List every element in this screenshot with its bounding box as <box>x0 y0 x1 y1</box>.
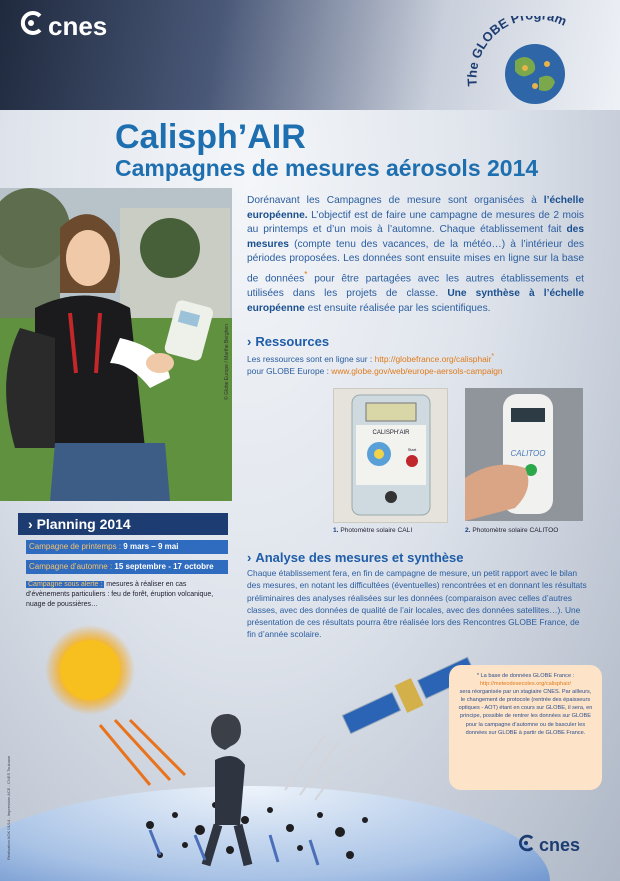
planning-heading-text: Planning 2014 <box>36 516 131 532</box>
chevron-right-icon: › <box>247 334 252 349</box>
autumn-campaign-bar <box>26 560 228 574</box>
subtitle: Campagnes de mesures aérosols 2014 <box>115 155 539 181</box>
spring-campaign-label: Campagne de printemps : <box>29 542 122 551</box>
intro-bold-2: des mesures <box>247 224 584 250</box>
cali-start-label: Start <box>407 447 417 452</box>
cali-device-label: CALISPH’AIR <box>372 430 410 436</box>
database-footnote-box <box>449 665 602 790</box>
cnes-swoosh-icon <box>517 834 535 857</box>
globe-logo-text: GLOBE Pr am <box>468 16 569 61</box>
intro-footnote-star: * <box>304 268 308 279</box>
caption-calitoo <box>465 527 558 534</box>
chevron-right-icon: › <box>247 550 252 565</box>
resources-text <box>247 351 587 377</box>
planning-heading <box>18 513 228 535</box>
resources-line1: Les ressources sont en ligne sur : <box>247 353 375 364</box>
cnes-wordmark-bottom: cnes <box>539 835 581 855</box>
alert-campaign-label: Campagne sous alerte : <box>28 581 103 588</box>
resources-heading <box>247 334 329 349</box>
caption-cali <box>333 527 412 534</box>
intro-text-4: pour être partagées avec les autres établissements et utilisées dans les projets de classe. <box>247 273 584 299</box>
autumn-campaign-label: Campagne d’automne : <box>29 562 113 571</box>
intro-text-5: est ensuite réalisée par les scientifiques. <box>304 302 491 314</box>
caption-calitoo-text: Photomètre solaire CALITOO <box>470 527 559 534</box>
resources-line2: pour GLOBE Europe : <box>247 365 332 376</box>
cnes-logo-bottom <box>517 834 580 857</box>
print-credit: Réalisation AOK 01/14 - Impression ACE - CNES Toulouse <box>6 755 11 860</box>
globefrance-link[interactable]: http://globefrance.org/calisphair <box>374 353 492 364</box>
spring-campaign-dates: 9 mars – 9 mai <box>121 542 179 551</box>
footnote-intro: * La base de données GLOBE France : <box>476 673 575 679</box>
intro-text-2: L’objectif est de faire une campagne de mesures de 2 mois au printemps et d’un mois à l’automne. Chaque établissement fait <box>247 209 584 236</box>
intro-paragraph <box>247 194 584 316</box>
footnote-body: sera réorganisée par un stagiaire CNES. Par ailleurs, le changement de protocole (rentrée des épaisseurs optiques - AOT) étant en cours sur GLOBE, il sera, en principe, possible de rentrer les données sur GLOBE pour la campagne d’automne ou de basculer les données sur GLOBE à partir de GLOBE France. <box>458 689 593 736</box>
intro-bold-3: Une synthèse à l’échelle européenne <box>247 287 584 314</box>
student-photo <box>0 188 232 501</box>
autumn-campaign-dates: 15 septembre - 17 octobre <box>112 562 214 571</box>
resources-footnote-star: * <box>491 353 495 360</box>
main-title: Calisph’AIR <box>115 118 306 156</box>
resources-heading-text: Ressources <box>255 334 330 349</box>
analyse-paragraph: Chaque établissement fera, en fin de campagne de mesure, un petit rapport avec le bilan des mesures, en notant les difficultées (éventuelles) rencontrées et en donnant les résultats préliminaires des analyses réalisées sur les données (comparaison avec celles d’autres classes, avec des données de qualité de l’air locales, avec des données satellites…). Une présentation de ces résultats pourra être réalisée lors des Rencontres GLOBE France, de fin d’année scolaire. <box>247 568 587 640</box>
caption-calitoo-number: 2. <box>465 527 471 534</box>
calitoo-device-label: CALITOO <box>510 449 546 458</box>
intro-text-3: (compte tenu des vacances, de la météo…) à l’intérieur des périodes proposées. Les données sont ensuite mises en ligne sur la base de données <box>247 238 584 285</box>
analyse-heading <box>247 550 463 565</box>
chevron-right-icon: › <box>28 516 37 532</box>
globe-europe-link[interactable]: www.globe.gov/web/europe-aersols-campaign <box>331 365 503 376</box>
caption-cali-text: Photomètre solaire CALI <box>338 527 413 534</box>
meteodesecoles-link[interactable]: http://meteodesecoles.org/calisphair/ <box>479 681 572 688</box>
intro-text-1: Dorénavant les Campagnes de mesure sont organisées à <box>247 195 544 206</box>
cnes-wordmark: cnes <box>48 11 108 41</box>
spring-campaign-bar <box>26 540 228 554</box>
caption-cali-number: 1. <box>333 527 339 534</box>
photo-credit: © Globe Europe / Marthe Berghen <box>224 324 230 400</box>
intro-bold-1: l’échelle européenne. <box>247 195 584 221</box>
alert-campaign-description: mesures à réaliser en cas d’évènements particuliers : feu de forêt, éruption volcanique, nuage de poussières… <box>26 581 214 608</box>
calitoo-photometer-image <box>465 388 583 521</box>
cnes-swoosh-icon <box>18 10 44 43</box>
globe-program-logo <box>467 16 602 106</box>
cali-photometer-image <box>333 388 448 523</box>
analyse-heading-text: Analyse des mesures et synthèse <box>255 550 464 565</box>
cnes-logo-top <box>18 10 107 43</box>
